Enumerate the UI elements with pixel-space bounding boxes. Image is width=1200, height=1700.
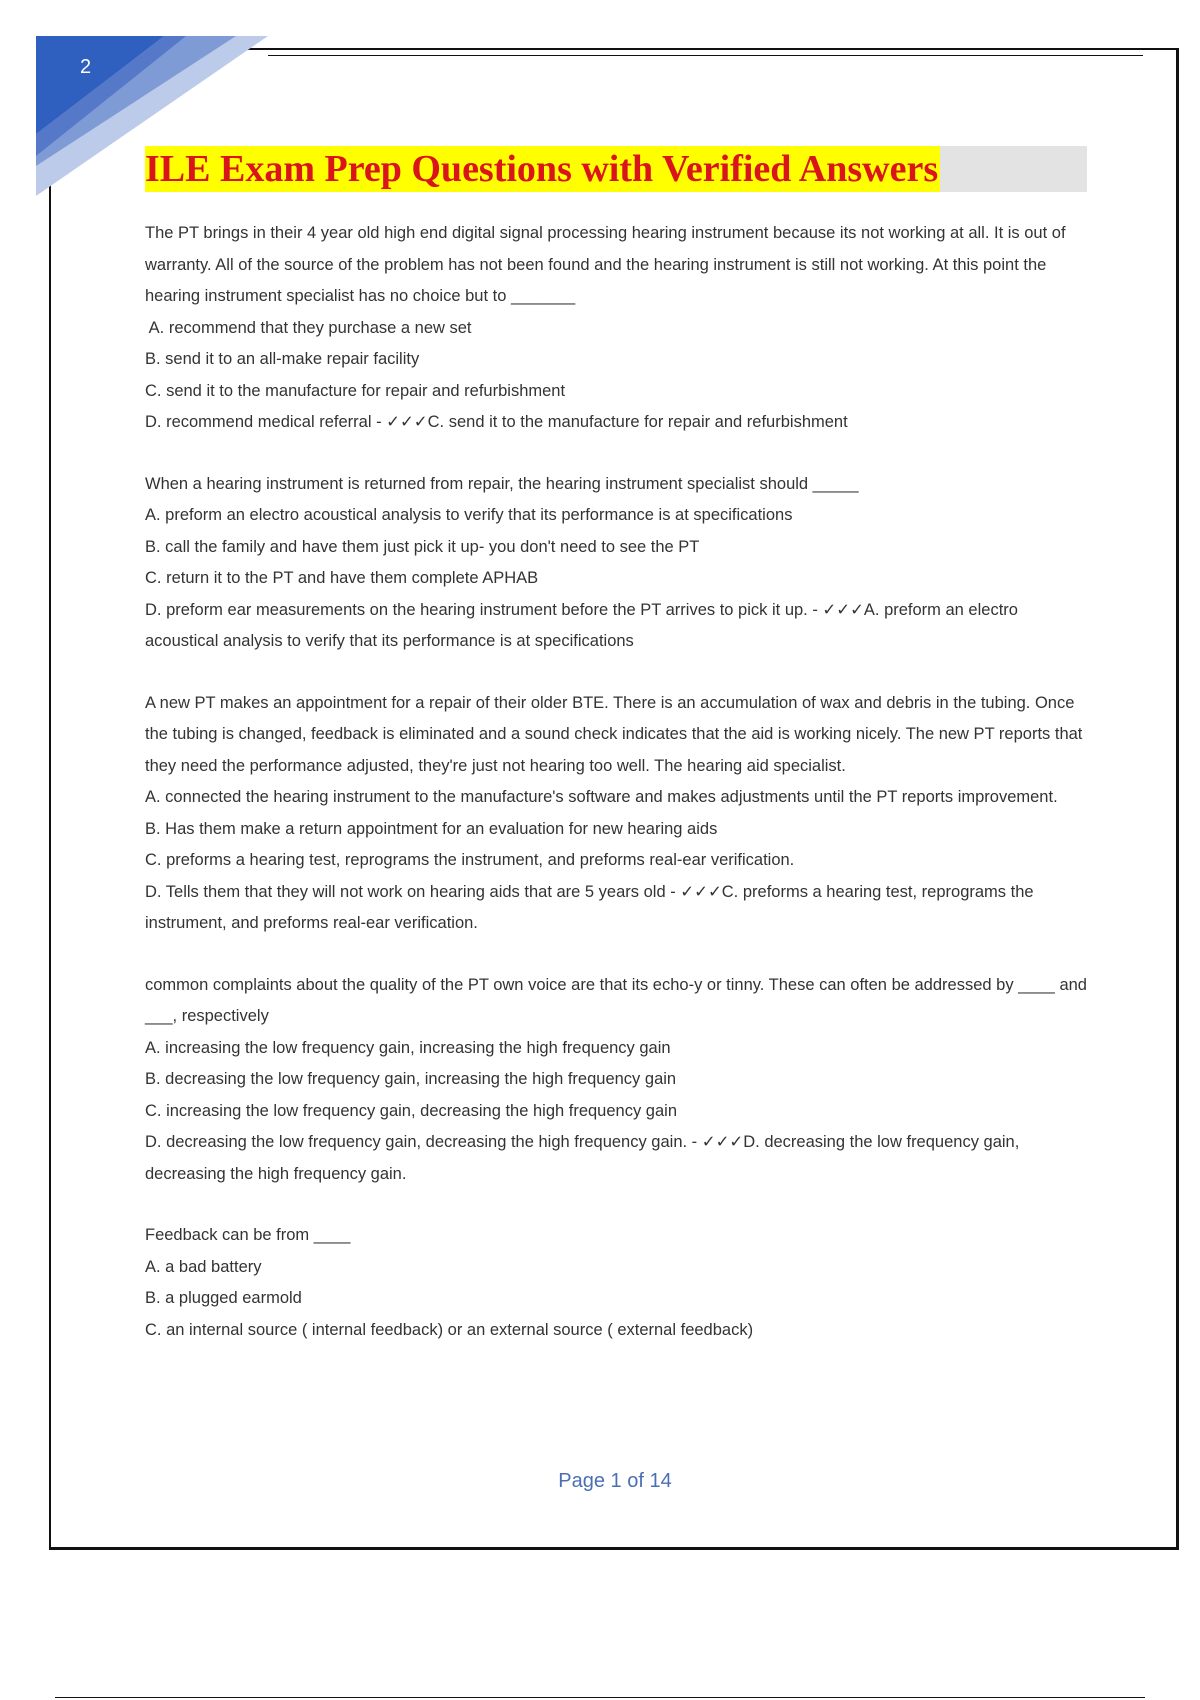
answer-option: A. a bad battery xyxy=(145,1257,262,1276)
answer-option: B. call the family and have them just pick it up- you don't need to see the PT xyxy=(145,537,700,556)
question-block xyxy=(145,218,1095,439)
answer-option: C. preforms a hearing test, reprograms the instrument, and preforms real-ear verification. xyxy=(145,851,795,869)
answer-option: D. recommend medical referral - ✓✓✓C. send it to the manufacture for repair and refurbishment xyxy=(145,413,848,431)
document-title: ILE Exam Prep Questions with Verified Answers xyxy=(145,148,939,190)
page-footer: Page 1 of 14 xyxy=(558,1470,672,1492)
answer-option: C. an internal source ( internal feedback) or an external source ( external feedback) xyxy=(145,1320,754,1339)
page-number: 2 xyxy=(80,56,92,78)
question-block xyxy=(145,688,1095,940)
answer-option: A. preform an electro acoustical analysis to verify that its performance is at specifications xyxy=(145,506,793,524)
question-text: A new PT makes an appointment for a repair of their older BTE. There is an accumulation of wax and debris in the tubing. Once the tubing is changed, feedback is eliminated and a sound check indicates that the aid is working nicely. The new PT reports that they need the performance adjusted, they're just not hearing too well. The hearing aid specialist. xyxy=(145,693,1083,775)
question-text: common complaints about the quality of the PT own voice are that its echo-y or tinny. These can often be addressed by ____ and ___, respectively xyxy=(145,975,1087,1025)
header-rule xyxy=(268,55,1143,56)
question-block xyxy=(145,1220,1095,1346)
answer-option: B. a plugged earmold xyxy=(145,1289,302,1307)
question-text: When a hearing instrument is returned from repair, the hearing instrument specialist should _____ xyxy=(145,474,859,493)
answer-option: C. send it to the manufacture for repair and refurbishment xyxy=(145,381,566,400)
question-list xyxy=(145,218,1095,1376)
answer-option: D. decreasing the low frequency gain, decreasing the high frequency gain. - ✓✓✓D. decreasing the low frequency gain, decreasing the high frequency gain. xyxy=(145,1133,1020,1183)
question-text: Feedback can be from ____ xyxy=(145,1226,351,1244)
answer-option: A. recommend that they purchase a new set xyxy=(145,318,472,337)
answer-option: B. decreasing the low frequency gain, increasing the high frequency gain xyxy=(145,1070,677,1088)
bottom-rule xyxy=(55,1697,1145,1698)
question-block xyxy=(145,970,1095,1191)
answer-option: D. preform ear measurements on the hearing instrument before the PT arrives to pick it up. - ✓✓✓A. preform an electro acoustical analysis to verify that its performance is at specifications xyxy=(145,600,1018,650)
answer-option: A. increasing the low frequency gain, increasing the high frequency gain xyxy=(145,1038,671,1057)
question-block xyxy=(145,469,1095,658)
question-text: The PT brings in their 4 year old high end digital signal processing hearing instrument because its not working at all. It is out of warranty. All of the source of the problem has not been found and the hearing instrument is still not working. At this point the hearing instrument specialist has no choice but to _______ xyxy=(145,224,1066,305)
answer-option: A. connected the hearing instrument to the manufacture's software and makes adjustments until the PT reports improvement. xyxy=(145,788,1058,806)
answer-option: D. Tells them that they will not work on hearing aids that are 5 years old - ✓✓✓C. preforms a hearing test, reprograms the instrument, and preforms real-ear verification. xyxy=(145,882,1034,932)
answer-option: B. send it to an all-make repair facility xyxy=(145,350,420,368)
answer-option: C. return it to the PT and have them complete APHAB xyxy=(145,569,539,587)
answer-option: B. Has them make a return appointment for an evaluation for new hearing aids xyxy=(145,819,718,838)
answer-option: C. increasing the low frequency gain, decreasing the high frequency gain xyxy=(145,1101,677,1120)
